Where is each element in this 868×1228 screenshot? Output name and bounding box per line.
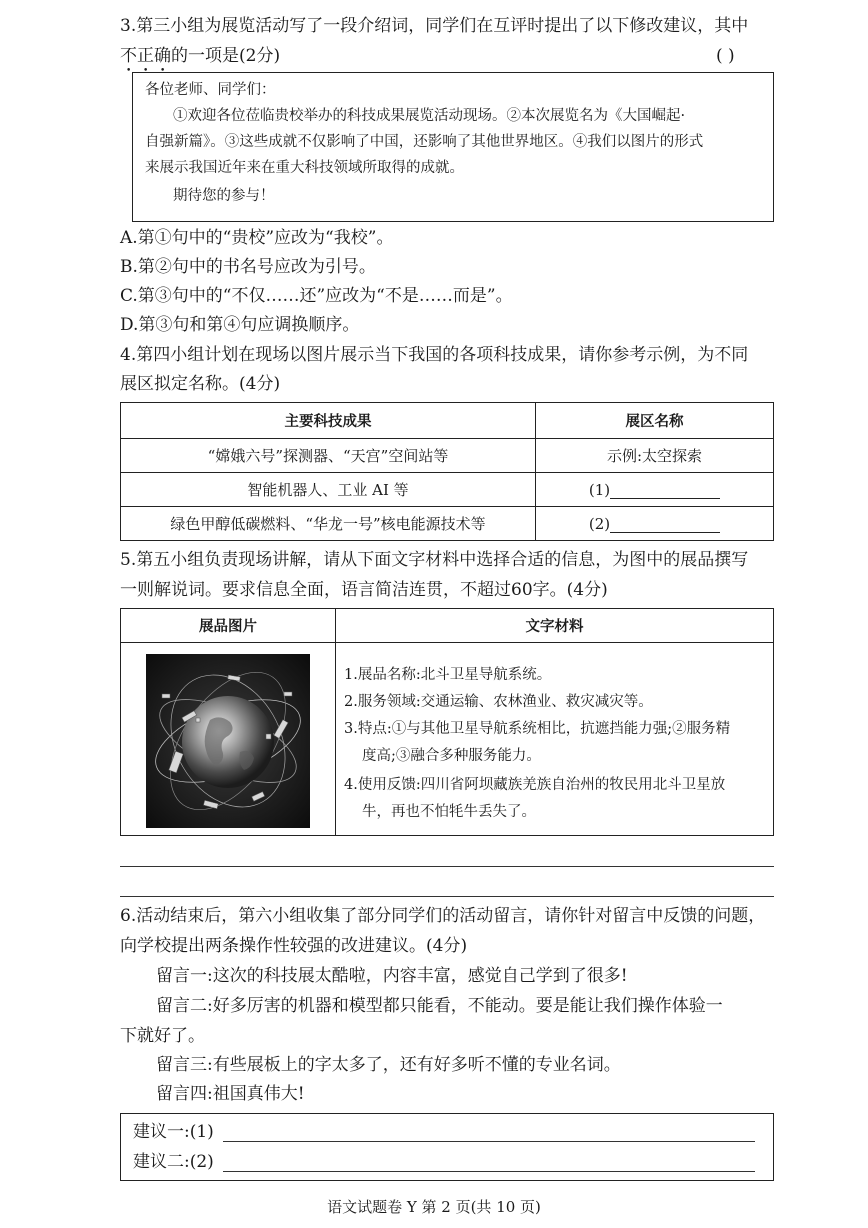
- q6-comment-1: 留言一:这次的科技展太酷啦，内容丰富，感觉自己学到了很多!: [156, 966, 628, 986]
- passage-line3: 来展示我国近年来在重大科技领域所取得的成就。: [145, 160, 464, 176]
- q4-zone-1-label: (1): [588, 480, 611, 499]
- q4-achievement-1: “嫦娥六号”探测器、“天宫”空间站等: [121, 439, 536, 473]
- q6-comment-2-cont: 下就好了。: [120, 1026, 205, 1046]
- q5-header-materials: 文字材料: [336, 609, 774, 643]
- q5-stem-line1: 5.第五小组负责现场讲解，请从下面文字材料中选择合适的信息，为图中的展品撰写: [120, 550, 749, 570]
- q3-option-a[interactable]: A.第①句中的“贵校”应改为“我校”。: [120, 228, 394, 248]
- material-item-4: 4.使用反馈:四川省阿坝藏族羌族自治州的牧民用北斗卫星放: [344, 777, 726, 793]
- q3-option-c[interactable]: C.第③句中的“不仅……还”应改为“不是……而是”。: [120, 286, 513, 306]
- q3-passage-box: [132, 72, 774, 222]
- q4-achievement-2: 智能机器人、工业 AI 等: [121, 473, 536, 507]
- q4-zone-2-label: (2): [588, 514, 611, 533]
- q6-stem-line1: 6.活动结束后，第六小组收集了部分同学们的活动留言，请你针对留言中反馈的问题，: [120, 906, 766, 926]
- q3-stem-tail: 的一项是(2分): [171, 46, 281, 66]
- suggestion-2-label: 建议二:(2): [133, 1152, 214, 1172]
- q3-stem-line1: 3.第三小组为展览活动写了一段介绍词，同学们在互评时提出了以下修改建议，其中: [120, 16, 749, 36]
- q4-stem-line1: 4.第四小组计划在现场以图片展示当下我国的各项科技成果，请你参考示例，为不同: [120, 345, 749, 365]
- material-item-3-cont: 度高;③融合多种服务能力。: [362, 748, 541, 764]
- suggestion-1-blank[interactable]: [223, 1141, 755, 1142]
- table-row: [121, 439, 774, 473]
- suggestion-1-label: 建议一:(1): [133, 1122, 214, 1142]
- passage-line1: ①欢迎各位莅临贵校举办的科技成果展览活动现场。②本次展览名为《大国崛起·: [173, 108, 686, 124]
- table-row: [121, 507, 774, 541]
- q3-emphasis-text: 不正确: [120, 46, 171, 66]
- material-item-2: 2.服务领域:交通运输、农林渔业、救灾减灾等。: [344, 694, 653, 710]
- q5-stem-line2: 一则解说词。要求信息全面，语言简洁连贯，不超过60字。(4分): [120, 580, 608, 600]
- q4-zone-2-cell[interactable]: [536, 507, 774, 541]
- q5-answer-line-1[interactable]: [120, 866, 774, 867]
- material-item-4-cont: 牛，再也不怕牦牛丢失了。: [362, 804, 536, 820]
- material-item-3: 3.特点:①与其他卫星导航系统相比，抗遮挡能力强;②服务精: [344, 721, 731, 737]
- q6-suggestion-box: [120, 1113, 774, 1181]
- q5-answer-line-2[interactable]: [120, 896, 774, 897]
- q4-stem-line2: 展区拟定名称。(4分): [120, 374, 281, 394]
- q4-achievement-3: 绿色甲醇低碳燃料、“华龙一号”核电能源技术等: [121, 507, 536, 541]
- q4-zone-2-blank[interactable]: [610, 516, 720, 533]
- table-row: [121, 473, 774, 507]
- passage-line2: 自强新篇》。③这些成就不仅影响了中国，还影响了其他世界地区。④我们以图片的形式: [145, 134, 704, 150]
- passage-closing: 期待您的参与！: [173, 188, 275, 204]
- material-item-1: 1.展品名称:北斗卫星导航系统。: [344, 667, 552, 683]
- q6-comment-4: 留言四:祖国真伟大!: [156, 1084, 305, 1104]
- q4-header-zone: 展区名称: [536, 403, 774, 439]
- q3-option-d[interactable]: D.第③句和第④句应调换顺序。: [120, 315, 360, 335]
- suggestion-2-blank[interactable]: [223, 1171, 755, 1172]
- q3-option-b[interactable]: B.第②句中的书名号应改为引号。: [120, 257, 376, 277]
- passage-greeting: 各位老师、同学们：: [145, 82, 276, 98]
- page-footer: 语文试题卷 Y 第 2 页(共 10 页): [327, 1198, 541, 1216]
- q4-zone-example: 示例:太空探索: [536, 439, 774, 473]
- q6-stem-line2: 向学校提出两条操作性较强的改进建议。(4分): [120, 936, 468, 956]
- q4-header-achievement: 主要科技成果: [121, 403, 536, 439]
- q4-zone-1-blank[interactable]: [610, 482, 720, 499]
- q4-table: [120, 402, 774, 541]
- beidou-satellite-image: [146, 654, 310, 828]
- q6-comment-3: 留言三:有些展板上的字太多了，还有好多听不懂的专业名词。: [156, 1055, 621, 1075]
- q6-comment-2: 留言二:好多厉害的机器和模型都只能看，不能动。要是能让我们操作体验一: [156, 996, 723, 1016]
- q3-answer-paren[interactable]: ( ): [716, 46, 735, 66]
- q5-header-image: 展品图片: [121, 609, 336, 643]
- q4-zone-1-cell[interactable]: [536, 473, 774, 507]
